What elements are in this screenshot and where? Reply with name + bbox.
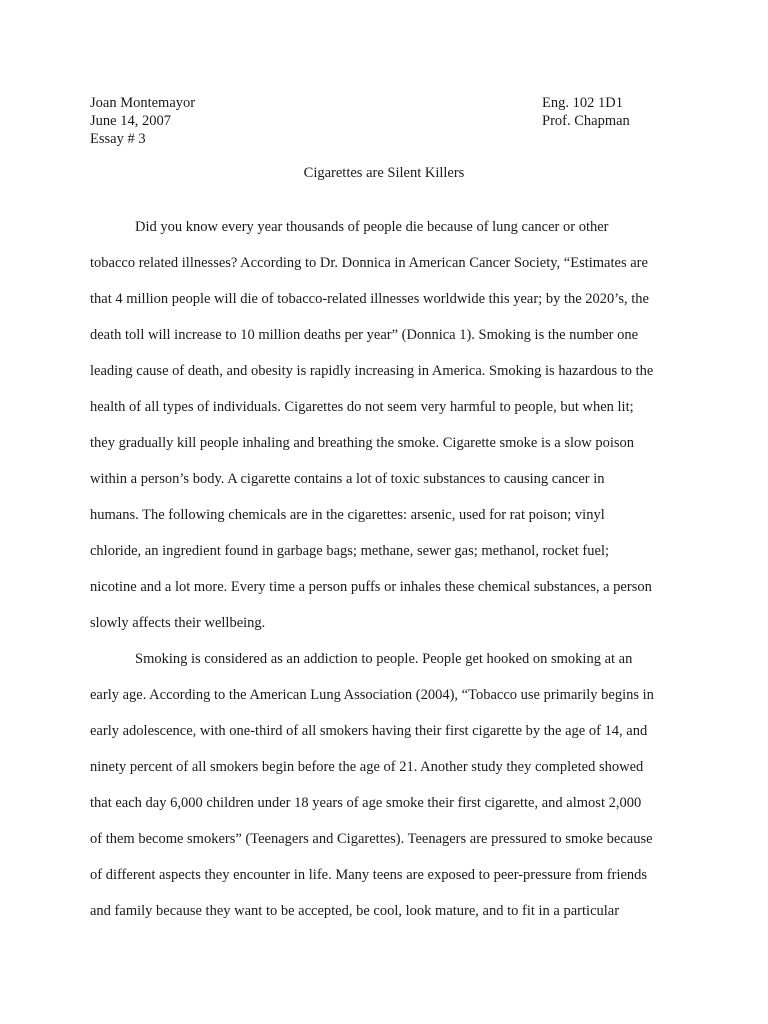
essay-body — [90, 215, 690, 935]
body-line: ninety percent of all smokers begin before the age of 21. Another study they completed showed — [90, 759, 644, 775]
body-line: that each day 6,000 children under 18 years of age smoke their first cigarette, and almost 2,000 — [90, 795, 642, 811]
paragraph-first-line: Did you know every year thousands of people die because of lung cancer or other — [135, 219, 609, 235]
body-line: early adolescence, with one-third of all smokers having their first cigarette by the age of 14, and — [90, 723, 648, 739]
body-line: of different aspects they encounter in life. Many teens are exposed to peer-pressure from friends — [90, 867, 648, 883]
body-line: leading cause of death, and obesity is rapidly increasing in America. Smoking is hazardous to the — [90, 363, 654, 379]
header-left-block — [90, 94, 195, 148]
course-code: Eng. 102 1D1 — [542, 95, 623, 111]
body-line: they gradually kill people inhaling and breathing the smoke. Cigarette smoke is a slow poison — [90, 435, 635, 451]
body-line: nicotine and a lot more. Every time a person puffs or inhales these chemical substances, a person — [90, 579, 652, 595]
body-line: of them become smokers” (Teenagers and Cigarettes). Teenagers are pressured to smoke because — [90, 831, 653, 847]
body-line: slowly affects their wellbeing. — [90, 615, 266, 631]
essay-title: Cigarettes are Silent Killers — [303, 165, 465, 181]
body-line: tobacco related illnesses? According to Dr. Donnica in American Cancer Society, “Estimates are — [90, 255, 648, 271]
instructor-name: Prof. Chapman — [542, 113, 630, 129]
body-line: health of all types of individuals. Cigarettes do not seem very harmful to people, but when lit; — [90, 399, 634, 415]
body-line: chloride, an ingredient found in garbage bags; methane, sewer gas; methanol, rocket fuel; — [90, 543, 609, 559]
body-line: and family because they want to be accepted, be cool, look mature, and to fit in a particular — [90, 903, 620, 919]
body-line: humans. The following chemicals are in the cigarettes: arsenic, used for rat poison; vinyl — [90, 507, 605, 523]
author-name: Joan Montemayor — [90, 95, 196, 111]
essay-number: Essay # 3 — [90, 131, 146, 147]
essay-date: June 14, 2007 — [90, 113, 171, 129]
body-line: death toll will increase to 10 million deaths per year” (Donnica 1). Smoking is the number one — [90, 327, 639, 343]
body-line: early age. According to the American Lung Association (2004), “Tobacco use primarily begins in — [90, 687, 654, 703]
body-line: within a person’s body. A cigarette contains a lot of toxic substances to causing cancer in — [90, 471, 605, 487]
paragraph-first-line: Smoking is considered as an addiction to people. People get hooked on smoking at an — [135, 651, 633, 667]
header-right-block — [542, 94, 630, 130]
body-line: that 4 million people will die of tobacco-related illnesses worldwide this year; by the 2020’s, the — [90, 291, 649, 307]
